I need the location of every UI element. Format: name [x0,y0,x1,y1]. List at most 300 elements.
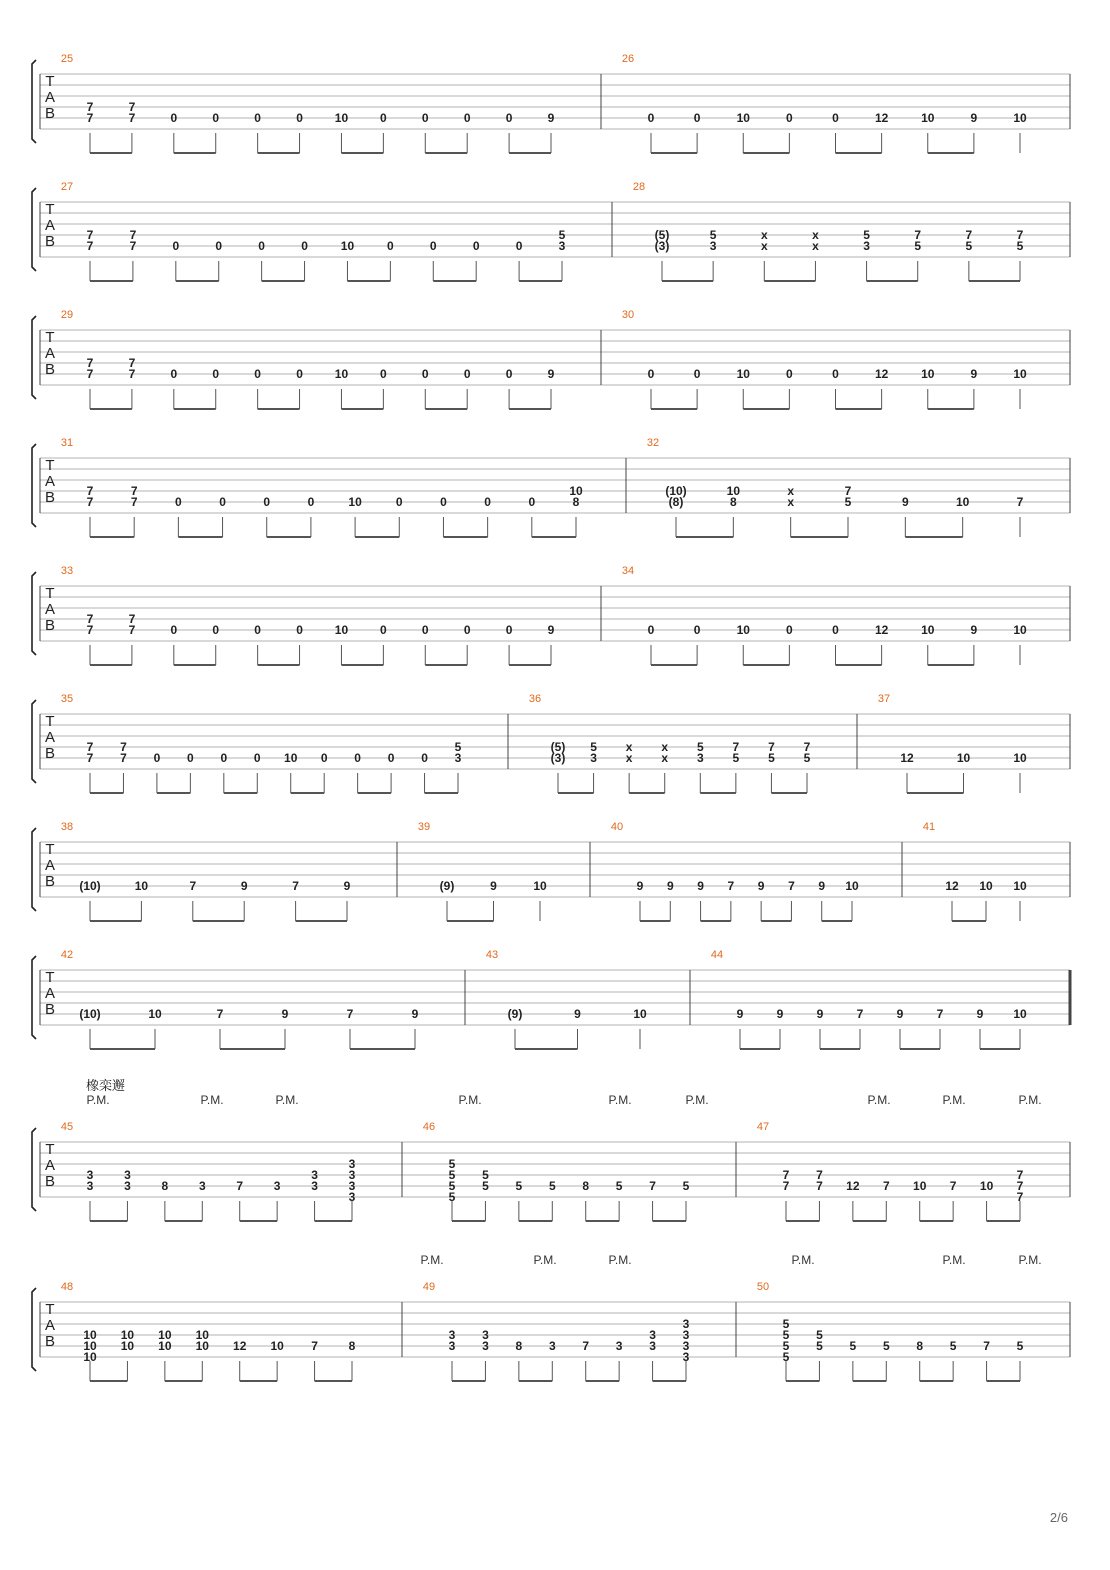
fret-number: 10 [284,751,298,765]
fret-number: 9 [547,623,555,637]
fret-number: 7 [1016,228,1024,242]
fret-number: 12 [874,623,889,637]
fret-number: 7 [582,1339,590,1353]
fret-number: 7 [128,623,136,637]
tab-system-9 [32,1093,1070,1221]
fret-number: 0 [421,367,429,381]
fret-number: 7 [189,879,197,893]
fret-number: 10 [1013,879,1027,893]
fret-number: 0 [296,623,303,637]
fret-number: 7 [86,111,94,125]
fret-number: 8 [572,495,580,509]
fret-number: 9 [970,623,978,637]
system-bracket [32,828,36,911]
tab-clef-letter: T [45,457,55,474]
fret-number: 3 [482,1339,489,1353]
fret-number: 5 [709,228,717,242]
measure-31 [61,437,583,537]
fret-number: 7 [949,1179,957,1193]
page-number: 2/6 [1049,1510,1068,1525]
fret-number: (3) [654,239,670,253]
fret-number: 0 [786,623,793,637]
fret-number: 3 [482,1328,489,1342]
measure-40 [611,821,859,921]
fret-number: 5 [816,1339,823,1353]
fret-number: 3 [682,1339,690,1353]
measure-number: 30 [621,309,635,321]
fret-number: 7 [86,484,94,498]
fret-number: 10 [83,1328,97,1342]
fret-number: 0 [212,623,220,637]
measure-number: 42 [60,949,74,961]
fret-number: 10 [1013,111,1027,125]
tab-clef-letter: B [44,361,56,378]
tab-system-4 [32,437,1070,537]
fret-number: 9 [547,367,555,381]
tab-clef-letter: A [44,1317,56,1334]
fret-number: 7 [803,740,811,754]
fret-number: 0 [421,111,429,125]
fret-number: (10) [79,1007,101,1021]
fret-number: 10 [158,1328,172,1342]
fret-number: 0 [395,495,403,509]
fret-number: 10 [736,367,750,381]
fret-number: 0 [253,751,261,765]
fret-number: 7 [914,228,922,242]
palm-mute-label: P.M. [458,1093,482,1107]
fret-number: 3 [615,1339,623,1353]
tab-clef-letter: A [44,89,56,106]
tab-clef-letter: T [45,329,55,346]
tab-clef-letter: B [44,745,56,762]
fret-number: 0 [254,367,261,381]
fret-number: 0 [258,239,265,253]
fret-number: 9 [281,1007,289,1021]
fret-number: 5 [914,239,922,253]
fret-number: 7 [128,356,136,370]
fret-number: 8 [582,1179,590,1193]
measure-46 [423,1121,690,1221]
fret-number: 0 [301,239,308,253]
fret-number: 9 [757,879,765,893]
fret-number: 5 [682,1179,690,1193]
fret-number: 9 [411,1007,419,1021]
fret-number: 3 [348,1157,356,1171]
fret-number: 5 [965,239,973,253]
fret-number: 10 [270,1339,284,1353]
fret-number: 3 [124,1179,131,1193]
fret-number: 10 [1013,1007,1027,1021]
fret-number: 7 [86,751,94,765]
measure-37 [878,693,1027,793]
fret-number: 7 [86,367,94,381]
fret-number: 0 [647,367,655,381]
tab-system-10 [32,1253,1070,1381]
fret-number: 5 [782,1339,790,1353]
fret-number: 3 [198,1179,206,1193]
fret-number: 7 [86,356,94,370]
fret-number: x [812,239,819,253]
fret-number: 10 [83,1339,97,1353]
system-bracket [32,956,36,1039]
fret-number: 10 [1013,367,1027,381]
measure-33 [61,565,555,665]
measure-43 [486,949,647,1049]
measure-30 [622,309,1027,409]
fret-number: 7 [86,239,94,253]
fret-number: 0 [484,495,491,509]
fret-number: 5 [590,740,597,754]
tab-system-3 [32,309,1070,409]
tab-clef-letter: T [45,1301,55,1318]
fret-number: 7 [346,1007,354,1021]
fret-number: 3 [348,1190,356,1204]
system-bracket [32,700,36,783]
fret-number: 5 [548,1179,556,1193]
tab-system-5 [32,565,1070,665]
tab-system-8 [32,949,1070,1049]
measure-number: 27 [60,181,74,193]
fret-number: 8 [916,1339,924,1353]
fret-number: 7 [128,612,136,626]
fret-number: 0 [387,751,395,765]
fret-number: 10 [334,623,349,637]
fret-number: 10 [633,1007,647,1021]
fret-number: 3 [86,1168,94,1182]
fret-number: 0 [505,111,513,125]
tab-clef-letter: B [44,105,56,122]
fret-number: 9 [490,879,497,893]
measure-number: 26 [621,53,635,65]
fret-number: 0 [354,751,361,765]
fret-number: 7 [1016,1168,1024,1182]
measure-number: 35 [60,693,74,705]
fret-number: 9 [970,111,978,125]
fret-number: 12 [874,111,889,125]
fret-number: (9) [439,879,455,893]
fret-number: x [625,740,633,754]
measure-28 [633,181,1024,281]
fret-number: 10 [533,879,547,893]
fret-number: 7 [216,1007,224,1021]
fret-number: 0 [515,239,523,253]
measure-35 [61,693,462,793]
fret-number: 7 [129,239,137,253]
fret-number: 5 [844,495,852,509]
tab-clef-letter: A [44,345,56,362]
palm-mute-label: P.M. [533,1253,557,1267]
fret-number: 0 [170,623,178,637]
fret-number: 0 [380,111,387,125]
system-bracket [32,1128,36,1211]
fret-number: 9 [547,111,555,125]
palm-mute-label: P.M. [86,1093,110,1107]
fret-number: 7 [128,367,136,381]
fret-number: 9 [970,367,978,381]
fret-number: 5 [1016,239,1024,253]
fret-number: x [787,495,795,509]
fret-number: 0 [832,111,839,125]
fret-number: 7 [1016,1179,1024,1193]
tab-clef-letter: B [44,233,56,250]
fret-number: 5 [1016,1339,1024,1353]
fret-number: 7 [292,879,299,893]
fret-number: 10 [921,111,935,125]
measure-number: 29 [60,309,74,321]
fret-number: (10) [79,879,101,893]
fret-number: 0 [463,111,471,125]
fret-number: 10 [979,1179,994,1193]
tab-clef-letter: T [45,201,55,218]
fret-number: 10 [158,1339,172,1353]
tab-clef-letter: T [45,841,55,858]
tab-clef-letter: A [44,857,56,874]
measure-number: 33 [60,565,74,577]
section-label: 橡栾邂 [86,1078,126,1093]
fret-number: 10 [120,1339,135,1353]
tab-clef-letter: B [44,489,56,506]
fret-number: 0 [220,751,228,765]
fret-number: 0 [172,239,180,253]
fret-number: 0 [254,623,261,637]
fret-number: 3 [348,1168,356,1182]
fret-number: 10 [921,623,935,637]
fret-number: 10 [1013,751,1027,765]
measure-50 [757,1281,1024,1381]
fret-number: 0 [212,367,220,381]
measure-number: 36 [528,693,542,705]
fret-number: 3 [273,1179,281,1193]
fret-number: 10 [726,484,741,498]
fret-number: 7 [882,1179,890,1193]
fret-number: 3 [590,751,597,765]
measure-25 [61,53,555,153]
measure-47 [757,1121,1024,1221]
fret-number: 3 [311,1179,318,1193]
fret-number: 9 [976,1007,984,1021]
fret-number: 3 [348,1179,356,1193]
fret-number: 12 [846,1179,860,1193]
fret-number: 9 [343,879,351,893]
fret-number: 0 [212,111,220,125]
measure-36 [529,693,811,793]
fret-number: 0 [505,623,513,637]
tab-clef-letter: B [44,1001,56,1018]
fret-number: 0 [421,623,429,637]
fret-number: 5 [782,1317,790,1331]
tab-clef-letter: A [44,1157,56,1174]
fret-number: 9 [636,879,644,893]
fret-number: 8 [515,1339,523,1353]
measure-42 [61,949,419,1049]
fret-number: 10 [736,623,750,637]
measure-number: 32 [646,437,660,449]
measure-26 [622,53,1027,153]
system-bracket [32,316,36,399]
tab-clef-letter: B [44,617,56,634]
fret-number: 5 [863,228,870,242]
fret-number: 0 [296,111,303,125]
fret-number: 8 [161,1179,169,1193]
fret-number: x [812,228,819,242]
fret-number: x [625,751,633,765]
fret-number: 10 [1013,623,1027,637]
fret-number: 12 [874,367,889,381]
fret-number: 0 [380,367,387,381]
fret-number: 0 [693,367,701,381]
fret-number: 0 [693,623,701,637]
fret-number: 7 [236,1179,244,1193]
fret-number: 5 [558,228,566,242]
fret-number: 7 [86,623,94,637]
fret-number: 7 [86,100,94,114]
measure-32 [647,437,1024,537]
fret-number: 7 [983,1339,990,1353]
fret-number: 3 [311,1168,318,1182]
fret-number: 5 [448,1157,456,1171]
fret-number: 0 [429,239,437,253]
fret-number: 9 [736,1007,744,1021]
fret-number: 0 [463,367,471,381]
fret-number: 7 [936,1007,944,1021]
fret-number: (9) [507,1007,523,1021]
fret-number: 0 [170,367,178,381]
palm-mute-label: P.M. [200,1093,224,1107]
measure-number: 39 [417,821,431,833]
tab-clef-letter: B [44,873,56,890]
measure-48 [61,1281,356,1381]
palm-mute-label: P.M. [685,1093,709,1107]
system-bracket [32,188,36,271]
fret-number: 3 [86,1179,94,1193]
fret-number: 7 [788,879,795,893]
fret-number: 7 [782,1168,790,1182]
fret-number: 5 [768,751,775,765]
fret-number: 7 [816,1168,823,1182]
system-bracket [32,60,36,143]
fret-number: 7 [130,484,138,498]
system-bracket [32,444,36,527]
fret-number: 10 [334,367,349,381]
tab-clef-letter: A [44,601,56,618]
fret-number: 7 [1016,1190,1024,1204]
measure-number: 45 [60,1121,74,1133]
measure-number: 28 [632,181,646,193]
palm-mute-label: P.M. [275,1093,299,1107]
fret-number: 5 [849,1339,857,1353]
fret-number: 9 [896,1007,904,1021]
fret-number: 7 [732,740,740,754]
fret-number: 3 [863,239,870,253]
fret-number: (5) [550,740,566,754]
measure-27 [61,181,566,281]
tab-clef-letter: A [44,729,56,746]
fret-number: 0 [387,239,394,253]
fret-number: 5 [515,1179,523,1193]
fret-number: 10 [736,111,750,125]
palm-mute-label: P.M. [1018,1253,1042,1267]
system-bracket [32,1288,36,1371]
fret-number: 5 [803,751,811,765]
tab-system-6 [32,693,1070,793]
fret-number: 3 [696,751,704,765]
measure-number: 50 [756,1281,770,1293]
fret-number: 0 [528,495,536,509]
fret-number: 3 [548,1339,556,1353]
fret-number: 5 [732,751,740,765]
measure-49 [423,1281,690,1381]
fret-number: 3 [124,1168,131,1182]
palm-mute-label: P.M. [608,1253,632,1267]
fret-number: 0 [254,111,261,125]
fret-number: 9 [697,879,704,893]
fret-number: 12 [233,1339,247,1353]
fret-number: 5 [482,1168,489,1182]
fret-number: 10 [955,495,970,509]
fret-number: 3 [454,751,462,765]
fret-number: 0 [693,111,701,125]
fret-number: 0 [647,111,655,125]
measure-38 [61,821,351,921]
measure-number: 47 [756,1121,770,1133]
measure-44 [711,949,1027,1049]
tab-clef-letter: B [44,1333,56,1350]
fret-number: 7 [128,111,136,125]
palm-mute-label: P.M. [791,1253,815,1267]
measure-number: 37 [877,693,891,705]
measure-29 [61,309,555,409]
tab-clef-letter: A [44,985,56,1002]
fret-number: x [787,484,795,498]
fret-number: 0 [440,495,447,509]
system-bracket [32,572,36,655]
fret-number: 0 [153,751,161,765]
fret-number: 10 [979,879,993,893]
fret-number: 10 [913,1179,927,1193]
fret-number: 9 [240,879,248,893]
fret-number: x [661,751,669,765]
fret-number: 0 [505,367,513,381]
fret-number: 3 [649,1339,656,1353]
tab-clef-letter: B [44,1173,56,1190]
fret-number: 0 [263,495,271,509]
fret-number: 3 [448,1339,456,1353]
fret-number: 7 [128,100,136,114]
fret-number: 10 [83,1350,97,1364]
measure-number: 41 [922,821,936,833]
tab-clef-letter: A [44,217,56,234]
measure-number: 38 [60,821,74,833]
fret-number: 5 [448,1190,456,1204]
fret-number: 3 [558,239,566,253]
fret-number: 0 [215,239,223,253]
fret-number: 3 [448,1328,456,1342]
palm-mute-label: P.M. [942,1093,966,1107]
fret-number: 7 [782,1179,790,1193]
fret-number: 0 [175,495,182,509]
measure-number: 40 [610,821,624,833]
tab-system-7 [32,821,1070,921]
fret-number: 0 [320,751,328,765]
fret-number: 10 [195,1339,209,1353]
fret-number: 9 [574,1007,581,1021]
fret-number: 10 [956,751,971,765]
fret-number: 10 [195,1328,209,1342]
tab-clef-letter: T [45,713,55,730]
measure-number: 25 [60,53,74,65]
measure-number: 34 [621,565,635,577]
fret-number: 7 [129,228,137,242]
